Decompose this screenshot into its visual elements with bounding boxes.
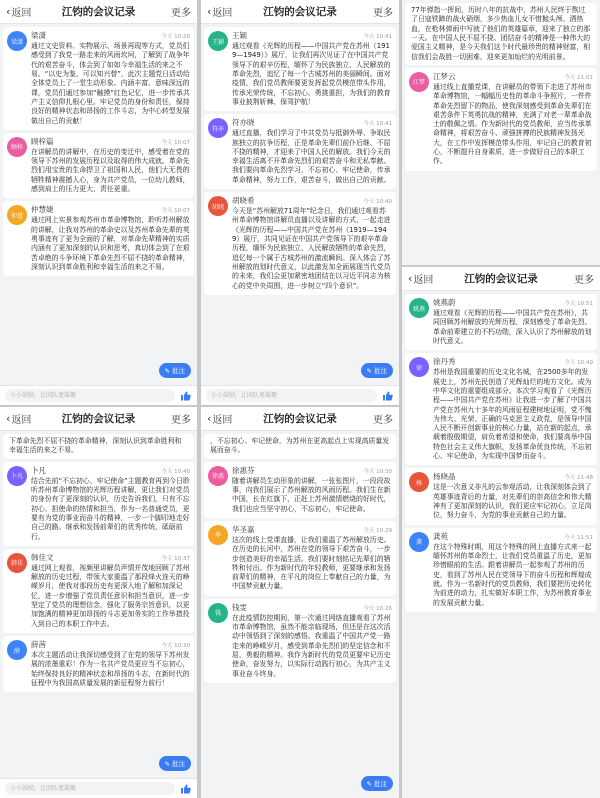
- timestamp: 今天 10:40: [161, 468, 190, 475]
- list-item: [204, 27, 396, 111]
- timestamp: 今天 10:49: [564, 360, 593, 367]
- user-name: 华圣嘉: [232, 524, 255, 534]
- timestamp: 今天 10:40: [363, 199, 392, 206]
- comment-text: 通过直播，我们学习了中共党员与抵御外辱、争取民族独立的抗争历程，正是革命先辈们前仆后继、不屈不挠的精神，才迎来了中国人民的解放。我们今天的幸福生活离不开革命先烈们的艰苦奋斗和无私奉献。我们要向革命先烈学习，不忘初心、牢记使命，传承革命精神，努力工作，艰苦奋斗，做出自己的贡献。: [232, 129, 391, 184]
- comment-text: 通过观看《光辉的历程——中国共产党在苏州（1919—1949）》展厅，让我们再次见证了在中国共产党领导下的艰辛历程，缅怀了为民族独立、人民解放的革命先烈，追忆了每一个古城苏州的美丽瞬间。面对疫情，我们党员教师要更发挥起党员模范带头作用，传承光荣传统，不忘初心、勇挑重担，为我们的教育事业披荆斩棘、保驾护航！: [232, 42, 391, 106]
- list-item: [3, 462, 194, 546]
- annotate-label: 批注: [374, 367, 387, 375]
- user-name: 徐惠芬: [232, 465, 255, 475]
- timestamp: 今天 10:41: [363, 121, 392, 128]
- header-bar: [0, 0, 197, 24]
- back-button[interactable]: [207, 411, 232, 426]
- page-title: 江钧的会议记录: [464, 273, 538, 285]
- annotate-label: 批注: [172, 760, 185, 768]
- phone-screen: [201, 0, 399, 405]
- timestamp: 今天 11:48: [564, 475, 593, 482]
- header-bar: [402, 267, 600, 291]
- comment-icon: ✎: [164, 366, 170, 375]
- back-label: 返回: [11, 415, 32, 426]
- avatar[interactable]: 韩佳: [7, 553, 27, 573]
- avatar[interactable]: 姚燕: [409, 298, 429, 318]
- back-button[interactable]: [408, 271, 433, 286]
- thumbs-up-icon[interactable]: [382, 390, 394, 402]
- chevron-left-icon: ‹: [207, 5, 212, 18]
- list-item: [3, 201, 194, 276]
- header-bar: [201, 407, 399, 431]
- list-item: [3, 549, 194, 633]
- back-label: 返回: [212, 415, 233, 426]
- list-item: [3, 27, 194, 130]
- record-list: [0, 27, 197, 276]
- user-name: 韩佳文: [31, 552, 54, 562]
- comment-text: 今天是“苏州解放71周年”纪念日，我们通过观看苏州革命博物馆讲解员直播以及讲解的方式，一起走进《光辉的历程——中国共产党在苏州（1919—1949）展厅，共同见证在中国共产党领导下的艰辛革命历程，缅怀为民族独立、人民解放牺牲的革命先烈，追忆每一个属于古城苏州的激流瞬间。深入体会了苏州解放的划时代意义，以此激发加全面展现当代党员的未来，我们会更加紧密地团结在以习近平同志为核心的党中央周围，进一步树立“四个意识”。: [232, 207, 391, 290]
- list-item: [3, 434, 194, 459]
- comment-text: 在此疫情防控期间，第一次通过网络直播观看了苏州市革命博物馆，虽然不能亲临现场，但还是在这次活动中领悟到了深刻的感悟。我重温了中国共产党一路走来的峥嵘岁月，感受到革命先烈们的坚定信念和不屈，勇毅的精神。我作为新时代的党员更要牢记历史使命，奋发努力，以实际行动践行初心，为共产主义事业奋斗终身。: [232, 613, 391, 678]
- comment-text: 通过网上实景参观苏州市革命博物馆，聆听苏州解放的讲解，让我对苏州的革命史以及苏州革命先辈的英勇事迹有了更为全面的了解，对革命先辈精神的实质内涵有了更加深刻的认识和思考，真切体会到了在艰苦卓绝的斗争环境下革命先烈不屈不挠的革命精神，深刻认识到革命胜利和幸福生活的来之不易。: [31, 216, 190, 271]
- back-button[interactable]: [207, 4, 232, 19]
- user-name: 江梦云: [433, 71, 456, 81]
- chevron-left-icon: ‹: [6, 412, 11, 425]
- timestamp: 今天 10:07: [161, 208, 190, 215]
- list-item: [204, 192, 396, 295]
- user-name: 卜凡: [31, 465, 46, 475]
- list-item: [3, 636, 194, 692]
- avatar[interactable]: 徐: [409, 357, 429, 377]
- comment-text: 这是一次意义非凡的云参观活动，让我深刻体会到了英雄事迹背后的力量，对先辈们的崇高信念和伟大精神有了更加深刻的认识，我们更应牢记初心，立足岗位，努力奋斗，为党的事业贡献自己的力量。: [433, 483, 592, 520]
- timestamp: 今天 10:30: [363, 468, 392, 475]
- more-button[interactable]: 更多: [574, 275, 594, 286]
- user-name: 薛茜: [31, 640, 46, 649]
- avatar[interactable]: 顾梓: [7, 137, 27, 157]
- comment-text: 下革命先烈不屈不挠的革命精神，深刻认识到革命胜利和幸福生活的来之不易。: [9, 437, 182, 455]
- annotate-button[interactable]: [159, 756, 191, 771]
- user-name: 符亦晓: [232, 118, 255, 128]
- more-button[interactable]: 更多: [171, 415, 191, 426]
- record-list: [201, 434, 399, 683]
- page-title: 江钧的会议记录: [263, 413, 337, 425]
- user-name: 徐丹秀: [433, 357, 456, 367]
- avatar[interactable]: 仲慧: [7, 205, 27, 225]
- comment-text: 通过文史资料、实物展示、场景再现等方式，党员们感受到了我党一路走来的风雨坎坷，了解到了战争年代的艰苦奋斗，体会到了如如今幸福生活的来之不易。“以史为鉴，可以知兴替”，此次主题党日活动给全体党员上了一堂生动形象、内涵丰富、意味深远的课，党员们通过参加“触摸”红色记忆，进一步传承共产主义信仰扎根心里。牢记党员的身份和责任，保持良好的精神状态和昂扬的工作斗志，为中心转型发展做出自己的贡献！: [31, 42, 190, 125]
- list-item: [405, 528, 597, 612]
- avatar[interactable]: 符亦: [208, 118, 228, 138]
- user-name: 胡晓希: [232, 196, 255, 206]
- chevron-left-icon: ‹: [6, 5, 11, 18]
- user-name: 龚苑: [433, 531, 448, 541]
- comment-text: ，不忘初心、牢记使命，为苏州在更高起点上实现高质量发展而奋斗。: [210, 437, 390, 455]
- timestamp: 今天 10:30: [161, 643, 190, 649]
- header-bar: [0, 407, 197, 431]
- avatar[interactable]: 龚: [409, 532, 429, 552]
- record-list: [201, 27, 399, 295]
- back-label: 返回: [212, 8, 233, 19]
- user-name: 王颖: [232, 31, 247, 40]
- list-item: [405, 294, 597, 350]
- more-button[interactable]: 更多: [373, 8, 393, 19]
- avatar[interactable]: 胡晓: [208, 196, 228, 216]
- comment-bar: [201, 385, 399, 405]
- list-item: [204, 521, 396, 596]
- list-item: [204, 462, 396, 518]
- comment-text: 在讲解员的讲解中，在历史的变迁中，感受着在党的领导下苏州的发展历程以及取得的伟大成就。革命先烈们用宝贵的生命捍卫了祖国和人民，他们大无畏的牺牲精神震撼人心，身为共产党员，一位幼儿教师，感到肩上的压力更大、责任更重。: [31, 147, 190, 194]
- encourage-input[interactable]: [5, 782, 175, 795]
- phone-screen: [402, 0, 600, 265]
- back-label: 返回: [11, 8, 32, 19]
- comment-text: 通过线上直播党课，在讲解员的带领下走进了苏州市革命博物馆，一幅幅历史性的革命斗争照片，一件件革命先烈留下的物品，使我深刻感受到革命先辈们在艰苦条件下英勇抗战的精神，充满了对老一辈革命战士的敬佩之情。作为新时代的党员教师，应当传承革命精神，将艰苦奋斗、顽强拼搏的民族精神发扬光大，在工作中发挥模范带头作用，牢记自己的教育初心，不断提升自身素质，进一步做好自己的本职工作。: [433, 82, 592, 166]
- back-button[interactable]: [6, 4, 31, 19]
- comment-bar: [0, 385, 197, 405]
- more-button[interactable]: 更多: [171, 8, 191, 19]
- avatar[interactable]: 梁潇: [7, 31, 27, 51]
- chevron-left-icon: ‹: [408, 272, 413, 285]
- record-list: [0, 434, 197, 692]
- encourage-input[interactable]: [5, 389, 175, 402]
- chevron-left-icon: ‹: [207, 412, 212, 425]
- list-item: [405, 3, 597, 65]
- more-button[interactable]: 更多: [373, 415, 393, 426]
- record-list: [402, 294, 600, 612]
- comment-text: 77年弹指一挥间，历时八年的抗战中，苏州人民终于熬过了日寇铁蹄的战火硝烟，多少热血儿女不惜抛头颅、洒热血，在枪林弹雨中写就了他们的英雄篇章，迎来了独立的那一天。在中国人民不屈不挠、团结奋斗的精神是一种伟大的爱国主义精神，是今天我们这个时代最珍贵的精神财富，相信我们会战胜一切困难，迎来更加灿烂的光明前景。: [411, 6, 591, 61]
- timestamp: 今天 10:37: [161, 555, 190, 562]
- annotate-label: 批注: [374, 780, 387, 788]
- timestamp: 今天 10:07: [161, 139, 190, 146]
- list-item: [204, 434, 396, 459]
- thumbs-up-icon[interactable]: [180, 783, 192, 795]
- annotate-button[interactable]: [361, 776, 393, 791]
- comment-text: 这次的线上党课直播，让我们重温了苏州解放历史。在历史的长河中，苏州在党的领导下艰苦奋斗，一步步创造美好的幸福生活。我们要时刻铭记先辈们的牺牲和付出。作为新时代的年轻教师，更要继承和发扬前辈们的精神，在平凡的岗位上奉献自己的力量，为中国梦贡献力量。: [232, 535, 391, 591]
- user-name: 顾梓篇: [31, 136, 54, 146]
- header-bar: [201, 0, 399, 24]
- phone-screen: [402, 267, 600, 798]
- timestamp: 今天 11:51: [564, 534, 593, 541]
- comment-text: 在这个特殊时期，用这个特殊的网上直播方式来一起缅怀苏州的革命烈士，让我们党员重温了历史，更加珍惜眼前的生活。跟着讲解员一起参观了苏州的历史，看到了苏州人民在党领导下的奋斗历程和辉煌成就。作为一名新时代的党员教师，我们要把历史转化为前进的动力，扎实做好本职工作，为苏州教育事业的发展贡献力量。: [433, 542, 592, 607]
- user-name: 杨晓晶: [433, 472, 456, 482]
- timestamp: 今天 10:26: [363, 605, 392, 612]
- back-button[interactable]: [6, 411, 31, 426]
- user-name: 仲慧婕: [31, 205, 54, 215]
- list-item: [204, 114, 396, 189]
- avatar[interactable]: 江梦: [409, 72, 429, 92]
- annotate-button[interactable]: [361, 363, 393, 378]
- timestamp: 今天 10:51: [564, 301, 593, 307]
- comment-text: 苏州是我国重要的历史文化名城，在2500多年的发展史上，苏州先民创造了光辉灿烂的地方文化。成为中华文化的重要组成部分。本次学习观看了《光辉历程——中国共产党在苏州》让我进一步了解了中国共产党在苏州九十多年的风雨征程建树地证明，党不愧为伟大、光荣、正确的马克思主义政党，是领导中国人民不断开创新事业的核心力量，站在新的起点，承载着殷殷期望，肩负着希望和使命，我们要高举中国特色社会主义伟大旗帜，发扬革命优良传统，不忘初心、牢记使命，为实现中国梦而奋斗。: [433, 368, 592, 461]
- comment-icon: ✎: [366, 779, 372, 788]
- list-item: [405, 468, 597, 524]
- comment-icon: ✎: [164, 759, 170, 768]
- comment-text: 通过网上观看，视频里讲解员声情并茂地回顾了苏州解放的历史过程，带领大家重温了那段烽火连天的峥嵘岁月，使我对那段历史有更深入地了解和加深记忆，进一步增强了党员责任意识和担当意识，进一步坚定了党员的理想信念，强化了服务宗旨意识，以更加饱满的精神更加昂扬的斗志更加务实的工作举措投入到自己的本职工作中去。: [31, 563, 190, 628]
- annotate-label: 批注: [172, 367, 185, 375]
- list-item: [3, 133, 194, 199]
- list-item: [405, 68, 597, 171]
- annotate-button[interactable]: [159, 363, 191, 378]
- timestamp: 今天 10:26: [161, 34, 190, 40]
- user-name: 钱雯: [232, 602, 247, 612]
- comment-text: 随着讲解员生动形象的讲解，一张张图片，一段段故事，向我们展示了苏州解放的风雨历程。我们生在新中国，长在红旗下，正赶上苏州激情燃烧的好时代，我们也应当坚守初心，不忘初心，牢记使命。: [232, 476, 391, 513]
- avatar[interactable]: 薛: [7, 640, 27, 660]
- phone-screen: [0, 407, 197, 798]
- page-title: 江钧的会议记录: [61, 6, 136, 18]
- thumbs-up-icon[interactable]: [180, 390, 192, 402]
- avatar[interactable]: 华: [208, 525, 228, 545]
- comment-icon: ✎: [366, 366, 372, 375]
- user-name: 梁潇: [31, 31, 46, 40]
- back-label: 返回: [413, 275, 434, 286]
- avatar[interactable]: 卜凡: [7, 466, 27, 486]
- comment-text: 结合先前“不忘初心、牢记使命”主题教育再到今日聆听苏州革命博物馆的光辉历程讲解，更让我们对党员的身份有了更深刻的认识，历史告诉我们，只有不忘初心、担使命的热情和担当，作为一名普通党员，更要有为党的事业而奋斗的精神，一步一个脚印地走好自己的路。继承和发扬前辈们的优秀传统，砥砺前行。: [31, 476, 190, 541]
- phone-screen: [201, 407, 399, 798]
- avatar[interactable]: 杨: [409, 472, 429, 492]
- encourage-input[interactable]: [206, 389, 377, 402]
- list-item: [405, 353, 597, 465]
- comment-bar: [0, 778, 197, 798]
- page-title: 江钧的会议记录: [61, 413, 136, 425]
- timestamp: 今天 11:01: [564, 74, 593, 81]
- user-name: 姚燕蔚: [433, 298, 456, 307]
- comment-text: 通过观看《光辉的历程——中国共产党在苏州》，共同回顾苏州解放的光辉历程，深刻感受了革命先烈、革命前辈建立的不朽功勋，深入认识了苏州解放的划时代意义。: [433, 309, 592, 345]
- comment-text: 本次主题活动让我深切感受到了在党的领导下苏州发展的浓墨重彩！作为一名共产党员更应当不忘初心，始终保持良好的精神状态和昂扬的斗志，在新时代的征程中为我国高质量发展的新征程努力前行！: [31, 651, 190, 687]
- timestamp: 今天 10:41: [363, 34, 392, 40]
- record-list: [402, 3, 600, 171]
- list-item: [204, 599, 396, 683]
- avatar[interactable]: 徐惠: [208, 466, 228, 486]
- phone-screen: [0, 0, 197, 405]
- page-title: 江钧的会议记录: [263, 6, 337, 18]
- avatar[interactable]: 钱: [208, 603, 228, 623]
- timestamp: 今天 10:29: [363, 527, 392, 534]
- avatar[interactable]: 王颖: [208, 31, 228, 51]
